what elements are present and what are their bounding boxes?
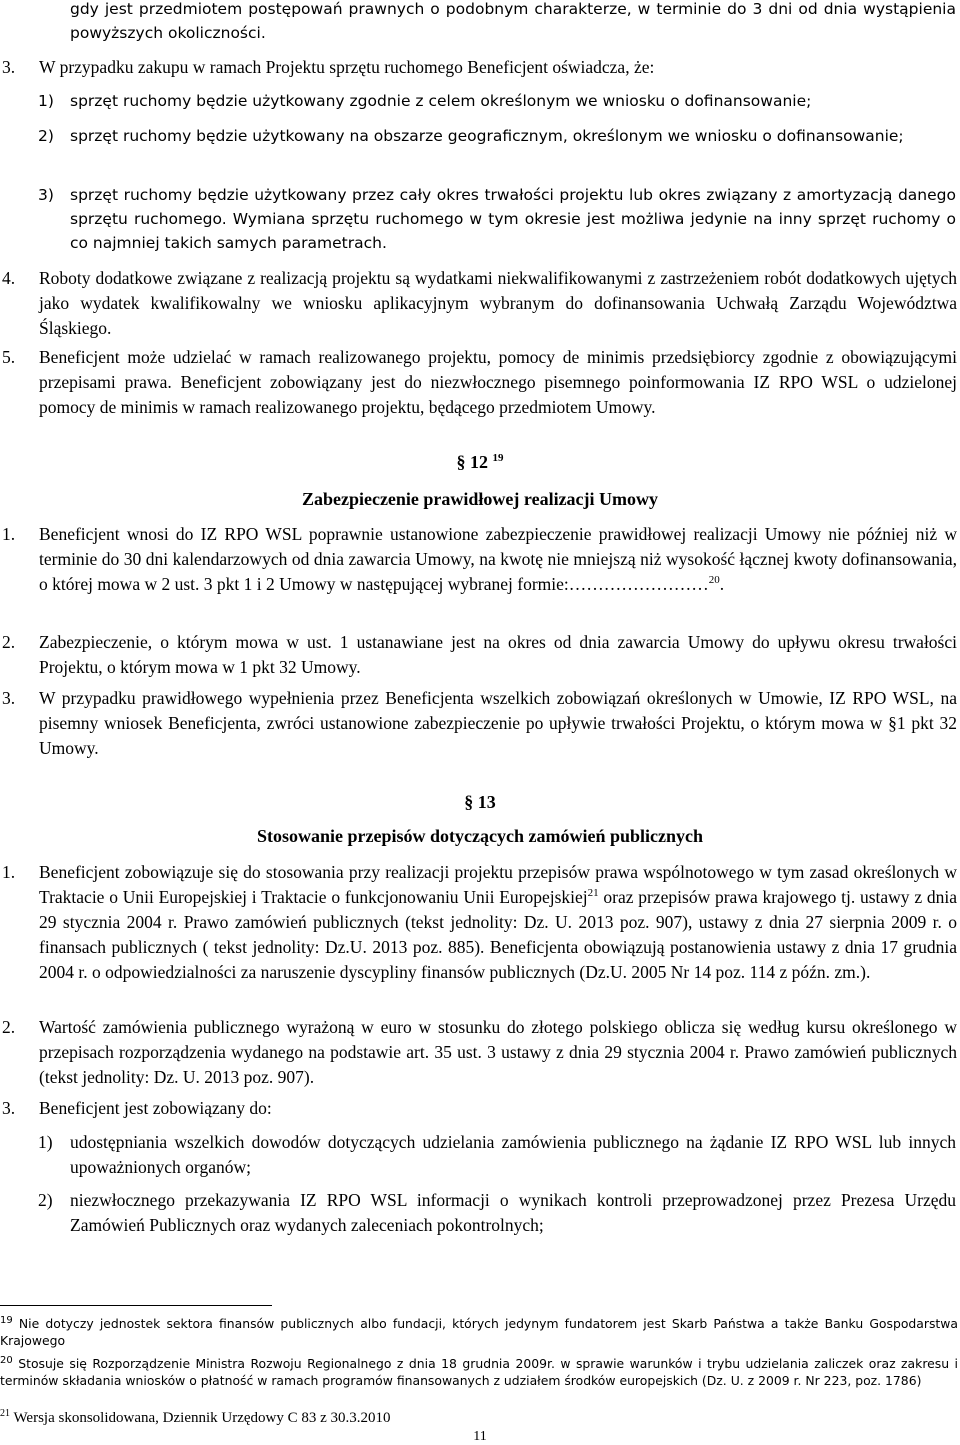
item-number: 3. <box>2 1098 16 1118</box>
section-13-title: Stosowanie przepisów dotyczących zamówień publicznych <box>257 826 703 846</box>
paragraph-obligations: Beneficjent jest zobowiązany do: <box>39 1098 272 1118</box>
item-number: 2. <box>2 1017 16 1037</box>
paragraph-procurement-law: Beneficjent zobowiązuje się do stosowania przy realizacji projektu przepisów prawa wspólnotowego w tym zasad określonych w Traktacie o Unii Europejskiej i Traktacie o funkcjonowaniu Unii Europejskiej$^{21}$ oraz przepisów prawa krajowego tj. ustawy z dnia 29 stycznia 2004 r. Prawo zamówień publicznych (tekst jednolity: Dz. U. 2013 poz. 907), ustawy z dnia 27 sierpnia 2009 r. o finansach publicznych ( tekst jednolity: Dz.U. 2013 poz. 885). Beneficjenta obowiązują postanowienia ustawy z dnia 17 grudnia 2004 r. o odpowiedzialności za naruszenie dyscypliny finansów publicznych (Dz.U. 2005 Nr 14 poz. 114 z późn. zm.). <box>39 862 957 982</box>
subitem-equipment-durability: sprzęt ruchomy będzie użytkowany przez cały okres trwałości projektu lub okres związany z amortyzacją danego sprzętu ruchomego. Wymiana sprzętu ruchomego w tym okresie jest możliwa jedynie na inny sprzęt ruchomy o co najmniej takich samych parametrach. <box>70 186 956 252</box>
page-number: 11 <box>473 1429 487 1444</box>
footnote-separator <box>0 1305 272 1306</box>
item-number: 1. <box>2 524 16 544</box>
continuation-text: gdy jest przedmiotem postępowań prawnych o podobnym charakterze, w terminie do 3 dni od dnia wystąpienia powyższych okoliczności. <box>70 0 956 42</box>
paragraph-security-deposit: Beneficjent wnosi do IZ RPO WSL poprawnie ustanowione zabezpieczenie prawidłowej realizacji Umowy nie później niż w terminie do 30 dni kalendarzowych od dnia zawarcia Umowy, na kwotę nie mniejszą niż wysokość łącznej kwoty dofinansowania, o której mowa w 2 ust. 3 pkt 1 i 2 Umowy w następującej wybranej formie:……………………$^{20}$. <box>39 524 957 594</box>
item-number: 2. <box>2 632 16 652</box>
footnote-ref: 20 <box>708 574 720 587</box>
footnote-20: $^{20}$ Stosuje się Rozporządzenie Ministra Rozwoju Regionalnego z dnia 18 grudnia 2009r. w sprawie warunków i trybu udzielania zaliczek oraz zakresu i terminów składania wniosków o płatność w ramach programów finansowanych z udziałem środków europejskich (Dz. U. z 2009 r. Nr 223, poz. 1786) <box>0 1354 958 1388</box>
paragraph-equipment-purchase: W przypadku zakupu w ramach Projektu sprzętu ruchomego Beneficjent oświadcza, że: <box>39 57 655 77</box>
subitem-number: 1) <box>38 1132 53 1152</box>
paragraph-security-period: Zabezpieczenie, o którym mowa w ust. 1 ustanawiane jest na okres od dnia zawarcia Umowy do upływu okresu trwałości Projektu, o którym mowa w 1 pkt 32 Umowy. <box>39 632 957 677</box>
footnote-ref: 21 <box>587 887 599 900</box>
item-number: 4. <box>2 268 16 288</box>
subitem-equipment-area: sprzęt ruchomy będzie użytkowany na obszarze geograficznym, określonym we wniosku o dofinansowanie; <box>70 127 904 145</box>
subitem-evidence-access: udostępniania wszelkich dowodów dotyczących udzielania zamówienia publicznego na żądanie IZ RPO WSL lub innych upoważnionych organów; <box>70 1132 956 1177</box>
subitem-number: 3) <box>38 186 54 204</box>
subitem-number: 2) <box>38 127 54 145</box>
section-12-heading: § 12 $^{19}$ <box>456 452 504 472</box>
subitem-number: 2) <box>38 1190 53 1210</box>
item-number: 5. <box>2 347 16 367</box>
footnote-21: $^{21}$ Wersja skonsolidowana, Dziennik Urzędowy C 83 z 30.3.2010 <box>0 1408 391 1426</box>
subitem-control-results: niezwłocznego przekazywania IZ RPO WSL informacji o wynikach kontroli przeprowadzonej przez Prezesa Urzędu Zamówień Publicznych oraz wydanych zaleceniach pokontrolnych; <box>70 1190 956 1235</box>
item-number: 1. <box>2 862 16 882</box>
paragraph-de-minimis: Beneficjent może udzielać w ramach realizowanego projektu, pomocy de minimis przedsiębiorcy zgodnie z obowiązującymi przepisami prawa. Beneficjent zobowiązany jest do niezwłocznego pisemnego poinformowania IZ RPO WSL o udzielonej pomocy de minimis w ramach realizowanego projektu, będącego przedmiotem Umowy. <box>39 347 957 417</box>
item-number: 3. <box>2 57 16 77</box>
section-12-title: Zabezpieczenie prawidłowej realizacji Umowy <box>301 489 659 509</box>
paragraph-additional-works: Roboty dodatkowe związane z realizacją projektu są wydatkami niekwalifikowanymi z zastrzeżeniem robót dodatkowych ujętych jako wydatek kwalifikowalny we wniosku aplikacyjnym wybranym do dofinansowania Uchwałą Zarządu Województwa Śląskiego. <box>39 268 957 338</box>
subitem-equipment-purpose: sprzęt ruchomy będzie użytkowany zgodnie z celem określonym we wniosku o dofinansowanie; <box>70 92 812 110</box>
footnote-ref: 19 <box>492 452 504 464</box>
subitem-number: 1) <box>38 92 54 110</box>
paragraph-euro-value: Wartość zamówienia publicznego wyrażoną w euro w stosunku do złotego polskiego oblicza się według kursu określonego w przepisach rozporządzenia wydanego na podstawie art. 35 ust. 3 ustawy z dnia 29 stycznia 2004 r. Prawo zamówień publicznych (tekst jednolity: Dz. U. 2013 poz. 907). <box>39 1017 957 1087</box>
section-13-heading: § 13 <box>464 792 496 812</box>
item-number: 3. <box>2 688 16 708</box>
footnote-19: $^{19}$ Nie dotyczy jednostek sektora finansów publicznych albo fundacji, których jedynym fundatorem jest Skarb Państwa a także Banku Gospodarstwa Krajowego <box>0 1314 958 1348</box>
paragraph-security-return: W przypadku prawidłowego wypełnienia przez Beneficjenta wszelkich zobowiązań określonych w Umowie, IZ RPO WSL, na pisemny wniosek Beneficjenta, zwróci ustanowione zabezpieczenie po upływie trwałości Projektu, o którym mowa w §1 pkt 32 Umowy. <box>39 688 957 758</box>
